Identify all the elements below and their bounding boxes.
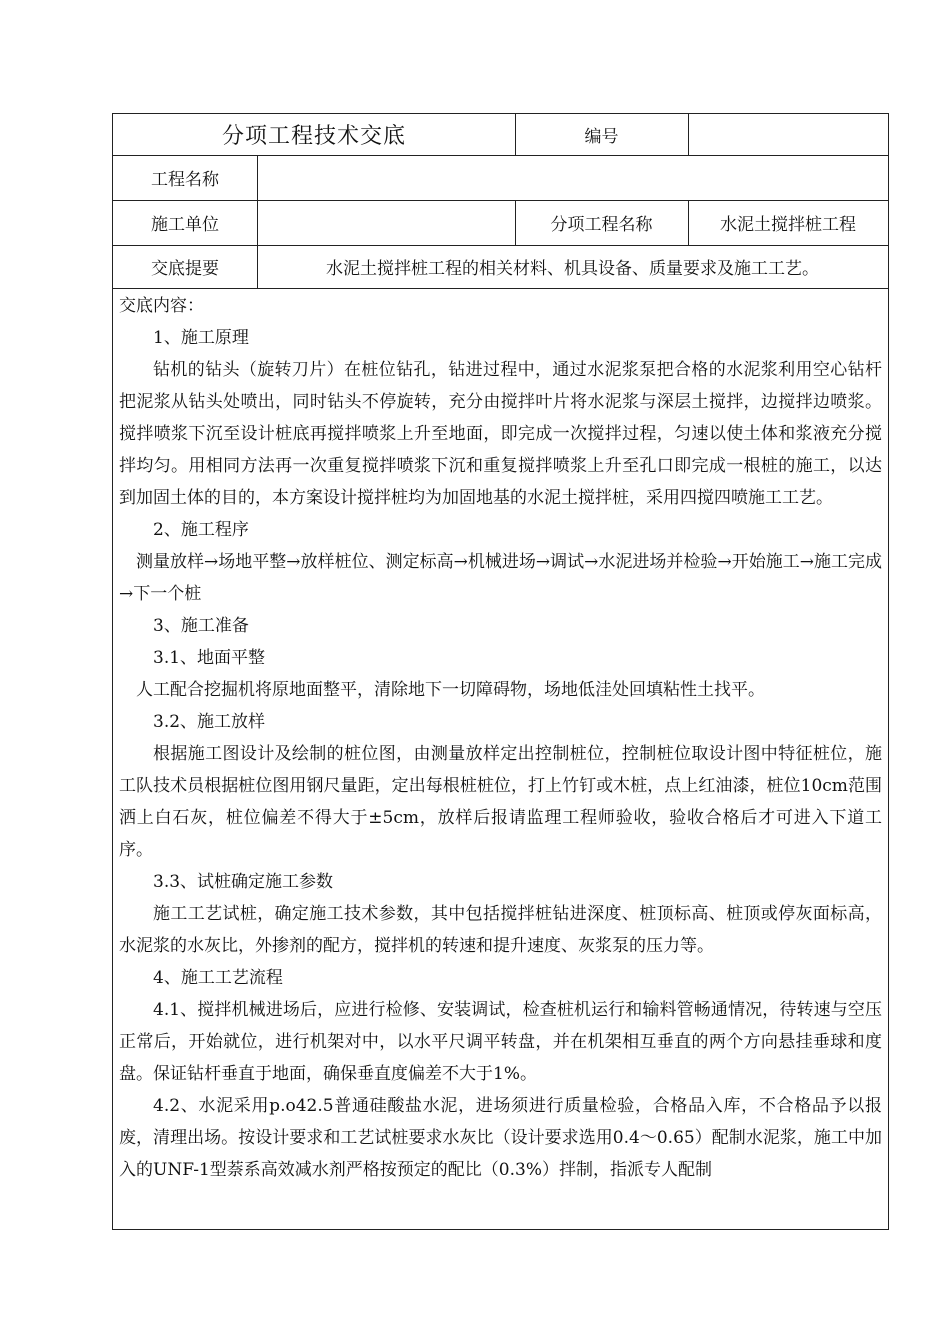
project-name-label: 工程名称 — [151, 170, 219, 190]
subsection-heading: 3.3、试桩确定施工参数 — [153, 872, 334, 892]
section-body: 4.2、水泥采用p.o42.5普通硅酸盐水泥，进场须进行质量检验，合格品入库，不合格品予以报废，清理出场。按设计要求和工艺试桩要求水灰比（设计要求选用0.4～0.65）配制水泥浆，施工中加入的UNF-1型萘系高效减水剂严格按预定的配比（0.3%）拌制，指派专人配制 — [119, 1096, 882, 1180]
section-body: 根据施工图设计及绘制的桩位图，由测量放样定出控制桩位，控制桩位取设计图中特征桩位，施工队技术员根据桩位图用钢尺量距，定出每根桩桩位，打上竹钉或木桩，点上红油漆，桩位10cm范围洒上白石灰，桩位偏差不得大于±5cm，放样后报请监理工程师验收，验收合格后才可进入下道工序。 — [119, 744, 882, 860]
row-divider — [113, 288, 888, 289]
content-label: 交底内容： — [119, 296, 204, 316]
section-heading: 1、施工原理 — [153, 328, 249, 348]
project-name-value — [257, 155, 888, 200]
construction-unit-label: 施工单位 — [151, 215, 219, 235]
section-body: 测量放样→场地平整→放样桩位、测定标高→机械进场→调试→水泥进场并检验→开始施工→施工完成→下一个桩 — [119, 552, 882, 604]
section-heading: 4、施工工艺流程 — [153, 968, 283, 988]
subproject-value: 水泥土搅拌桩工程 — [720, 215, 856, 235]
form-title: 分项工程技术交底 — [221, 124, 406, 149]
section-heading: 2、施工程序 — [153, 520, 249, 540]
construction-unit-value — [257, 200, 515, 245]
section-heading: 3、施工准备 — [153, 616, 249, 636]
summary-value: 水泥土搅拌桩工程的相关材料、机具设备、质量要求及施工工艺。 — [326, 259, 819, 279]
number-label: 编号 — [584, 127, 619, 147]
section-body: 人工配合挖掘机将原地面整平，清除地下一切障碍物，场地低洼处回填粘性土找平。 — [136, 680, 765, 700]
section-body: 4.1、搅拌机械进场后，应进行检修、安装调试，检查桩机运行和输料管畅通情况，待转速与空压正常后，开始就位，进行机架对中，以水平尺调平转盘，并在机架相互垂直的两个方向悬挂垂球和度盘。保证钻杆垂直于地面，确保垂直度偏差不大于1%。 — [119, 1000, 882, 1084]
section-body: 施工工艺试桩，确定施工技术参数，其中包括搅拌桩钻进深度、桩顶标高、桩顶或停灰面标高，水泥浆的水灰比，外掺剂的配方，搅拌机的转速和提升速度、灰浆泵的压力等。 — [119, 904, 882, 956]
section-body: 钻机的钻头（旋转刀片）在桩位钻孔，钻进过程中，通过水泥浆泵把合格的水泥浆利用空心钻杆把泥浆从钻头处喷出，同时钻头不停旋转，充分由搅拌叶片将水泥浆与深层土搅拌，边搅拌边喷浆。搅拌喷浆下沉至设计桩底再搅拌喷浆上升至地面，即完成一次搅拌过程，匀速以使土体和浆液充分搅拌均匀。用相同方法再一次重复搅拌喷浆下沉和重复搅拌喷浆上升至孔口即完成一根桩的施工，以达到加固土体的目的，本方案设计搅拌桩均为加固地基的水泥土搅拌桩，采用四搅四喷施工工艺。 — [119, 360, 882, 508]
subsection-heading: 3.2、施工放样 — [153, 712, 266, 732]
disclosure-form — [112, 113, 889, 1230]
disclosure-content — [119, 290, 882, 1186]
subsection-heading: 3.1、地面平整 — [153, 648, 266, 668]
number-value — [688, 114, 888, 155]
subproject-label: 分项工程名称 — [550, 215, 653, 235]
summary-label: 交底提要 — [151, 259, 219, 279]
